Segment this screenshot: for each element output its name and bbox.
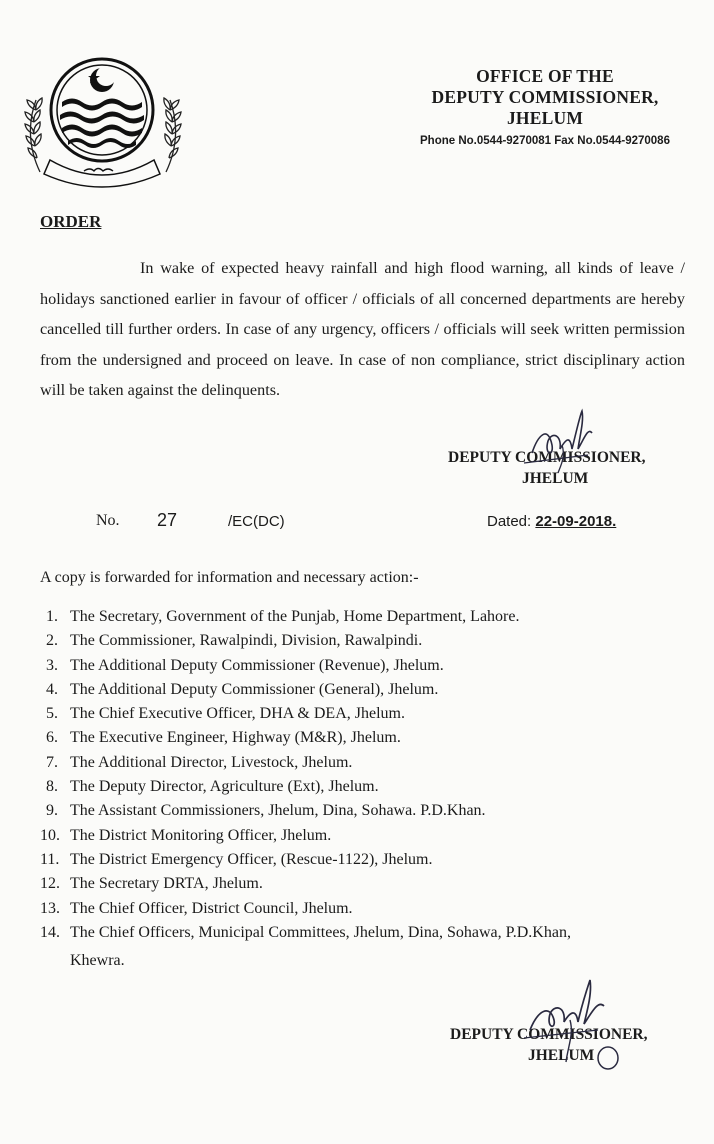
signature-2-city: JHELUM [528,1047,595,1064]
list-item: 3. The Additional Deputy Commissioner (Revenue), Jhelum. [46,656,444,674]
office-phone-fax: Phone No.0544-9270081 Fax No.0544-9270086 [420,135,670,147]
recipient-list [40,605,680,973]
dated-label: Dated: [487,513,532,530]
signature-1-title: DEPUTY COMMISSIONER, [448,449,646,466]
office-header-line3: JHELUM [506,108,584,128]
list-item: 14. The Chief Officers, Municipal Committees, Jhelum, Dina, Sohawa, P.D.Khan, Khewra. [40,921,680,974]
list-item: 11. The District Emergency Officer, (Rescue-1122), Jhelum. [40,850,433,868]
list-item: 2. The Commissioner, Rawalpindi, Division, Rawalpindi. [46,632,423,650]
list-item: 13. The Chief Officer, District Council, Jhelum. [40,899,353,917]
list-item: 10. The District Monitoring Officer, Jhelum. [40,826,332,844]
reference-no-value: 27 [157,510,178,530]
list-item: 5. The Chief Executive Officer, DHA & DEA, Jhelum. [46,705,405,723]
office-header-line1: OFFICE OF THE [476,66,614,86]
office-header [400,66,690,149]
list-item: 6. The Executive Engineer, Highway (M&R), Jhelum. [46,729,401,747]
list-item: 7. The Additional Director, Livestock, Jhelum. [46,753,353,771]
signature-1-city: JHELUM [522,470,589,487]
list-item-continuation: Khewra. [70,952,125,970]
list-item: 8. The Deputy Director, Agriculture (Ext), Jhelum. [46,778,379,796]
order-title: ORDER [40,212,102,231]
signature-2-title: DEPUTY COMMISSIONER, [450,1026,648,1043]
order-body-text: In wake of expected heavy rainfall and high flood warning, all kinds of leave / holidays sanctioned earlier in favour of officer / officials of all concerned departments are hereby cancelled till further orders. In case of any urgency, officers / officials will seek written permission from the undersigned and proceed on leave. In case of non compliance, strict disciplinary action will be taken against the delinquents. [40,259,685,399]
list-item: 12. The Secretary DRTA, Jhelum. [40,875,263,893]
list-item: 4. The Additional Deputy Commissioner (General), Jhelum. [46,680,439,698]
list-item: 1. The Secretary, Government of the Punjab, Home Department, Lahore. [46,608,520,625]
signature-block-1 [448,447,688,489]
dated-value: 22-09-2018. [535,513,617,530]
reference-no-label: No. [96,512,120,529]
reference-code: /EC(DC) [228,513,285,530]
copy-forward-intro: A copy is forwarded for information and necessary action:- [40,569,419,586]
order-body [40,253,685,406]
punjab-government-logo [22,52,184,190]
handwritten-signature-1 [518,405,608,475]
signature-block-2 [450,1024,690,1066]
office-header-line2: DEPUTY COMMISSIONER, [431,87,659,107]
handwritten-signature-2 [522,974,622,1074]
list-item: 9. The Assistant Commissioners, Jhelum, Dina, Sohawa. P.D.Khan. [46,802,486,820]
reference-date [487,513,616,530]
